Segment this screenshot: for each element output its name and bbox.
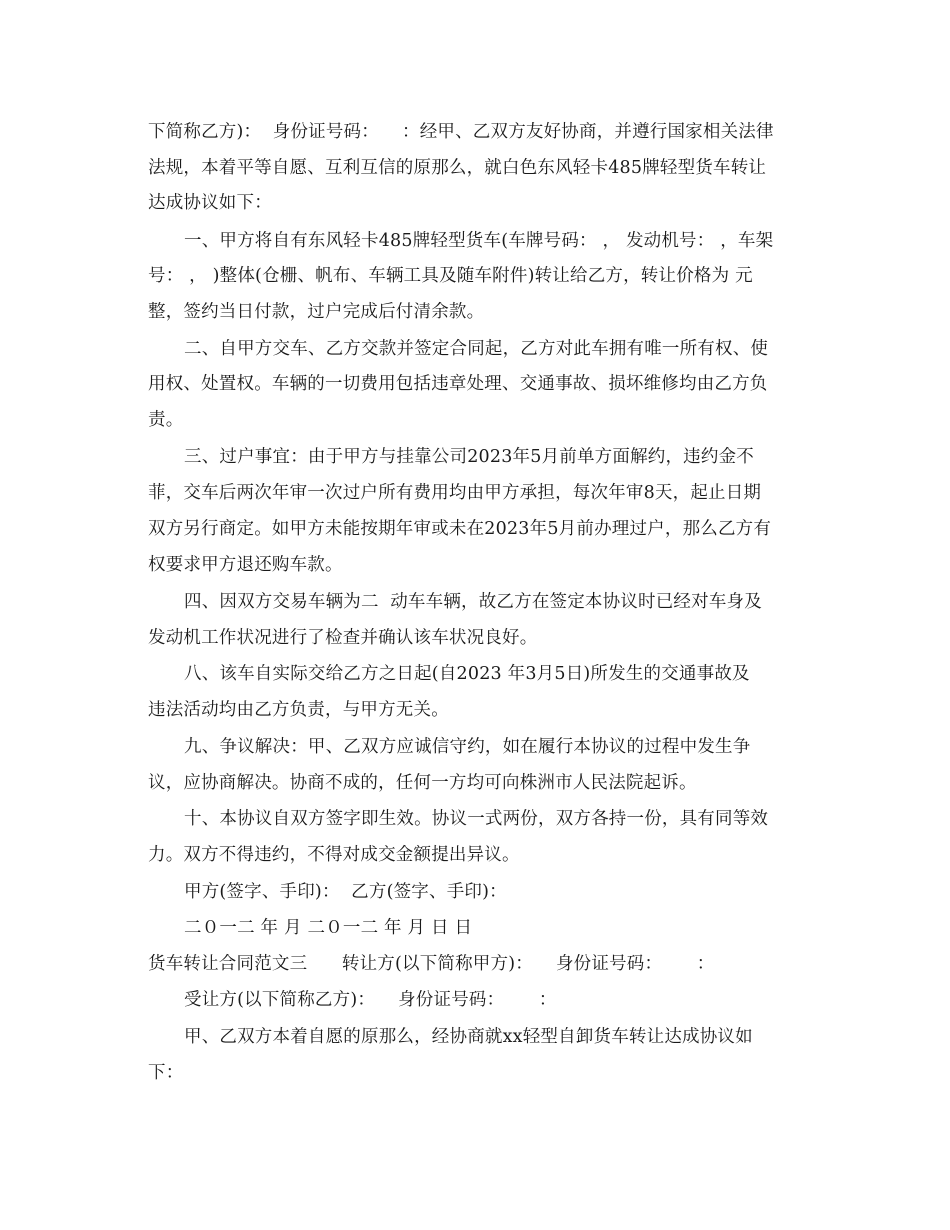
text-line: 甲方(签字、手印)： 乙方(签字、手印)：: [184, 882, 507, 902]
text-line: 号： ， )整体(仓栅、帆布、车辆工具及随车附件)转让给乙方，转让价格为 元: [148, 266, 753, 286]
text-line: 甲、乙双方本着自愿的原那么，经协商就xx轻型自卸货车转让达成协议如: [184, 1027, 753, 1047]
text-line: 发动机工作状况进行了检查并确认该车状况良好。: [148, 628, 538, 648]
text-line: 九、争议解决：甲、乙双方应诚信守约，如在履行本协议的过程中发生争: [184, 737, 751, 757]
text-line: 法规，本着平等自愿、互利互信的原那么，就白色东风轻卡485牌轻型货车转让: [148, 158, 767, 178]
text-line: 货车转让合同范文三 转让方(以下简称甲方)： 身份证号码： ：: [148, 954, 715, 974]
text-line: 二、自甲方交车、乙方交款并签定合同起，乙方对此车拥有唯一所有权、使: [184, 339, 769, 359]
text-line: 三、过户事宜：由于甲方与挂靠公司2023年5月前单方面解约，违约金不: [184, 447, 754, 467]
text-line: 力。双方不得违约，不得对成交金额提出异议。: [148, 845, 520, 865]
text-line: 四、因双方交易车辆为二 动车车辆，故乙方在签定本协议时已经对车身及: [184, 592, 762, 612]
text-line: 十、本协议自双方签字即生效。协议一式两份，双方各持一份，具有同等效: [184, 809, 769, 829]
text-line: 用权、处置权。车辆的一切费用包括违章处理、交通事故、损坏维修均由乙方负: [148, 374, 768, 394]
text-line: 双方另行商定。如甲方未能按期年审或未在2023年5月前办理过户，那么乙方有: [148, 519, 772, 539]
text-line: 下简称乙方)： 身份证号码： ：经甲、乙双方友好协商，并遵行国家相关法律: [148, 122, 774, 142]
text-line: 受让方(以下简称乙方)： 身份证号码： ：: [184, 990, 557, 1010]
text-line: 一、甲方将自有东风轻卡485牌轻型货车(车牌号码： ， 发动机号： ，车架: [184, 231, 774, 251]
text-line: 下：: [148, 1063, 184, 1083]
text-line: 责。: [148, 410, 184, 430]
text-line: 违法活动均由乙方负责，与甲方无关。: [148, 700, 449, 720]
text-line: 整，签约当日付款，过户完成后付清余款。: [148, 302, 485, 322]
text-line: 八、该车自实际交给乙方之日起(自2023 年3月5日)所发生的交通事故及: [184, 664, 750, 684]
text-line: 二０一二 年 月 二０一二 年 月 日 日: [184, 918, 473, 938]
text-line: 议，应协商解决。协商不成的，任何一方均可向株洲市人民法院起诉。: [148, 773, 697, 793]
text-line: 权要求甲方退还购车款。: [148, 555, 343, 575]
text-line: 达成协议如下：: [148, 193, 272, 213]
text-line: 菲，交车后两次年审一次过户所有费用均由甲方承担，每次年审8天，起止日期: [148, 483, 762, 503]
